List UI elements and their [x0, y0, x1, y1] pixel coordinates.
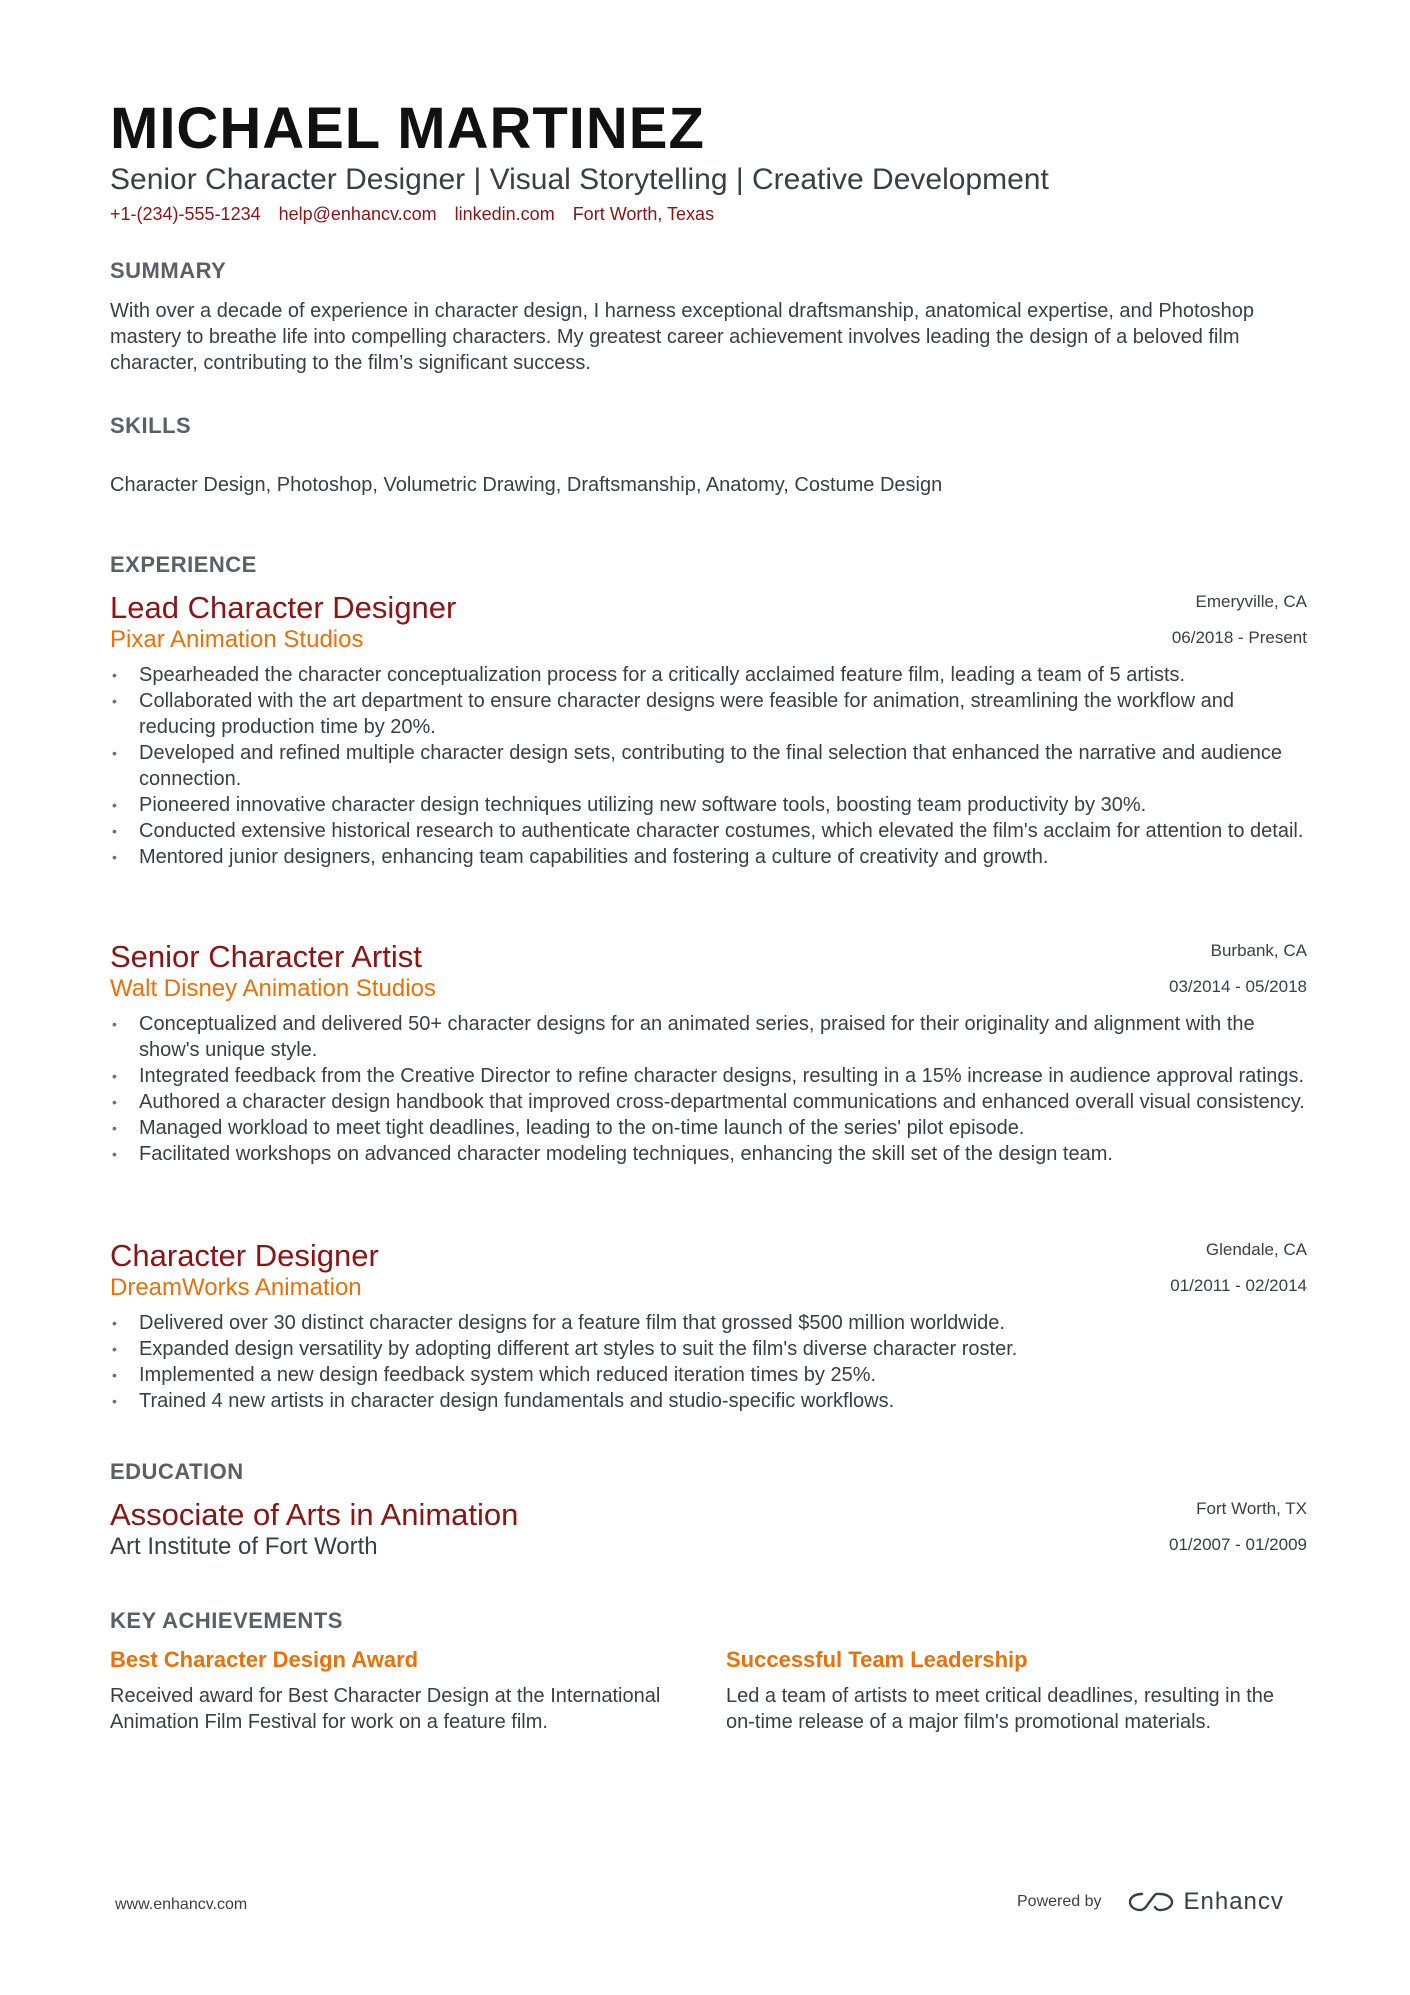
job-company: Pixar Animation Studios [110, 626, 364, 653]
education-degree: Associate of Arts in Animation [110, 1497, 519, 1532]
education-dates: 01/2007 - 01/2009 [1168, 1535, 1307, 1554]
job-bullet: • Developed and refined multiple character design sets, contributing to the final selection that enhanced the narrative and audience connection. [110, 740, 1307, 792]
job-bullets [110, 1011, 1307, 1167]
education-school: Art Institute of Fort Worth [110, 1533, 378, 1560]
candidate-title: Senior Character Designer | Visual Storytelling | Creative Development [110, 163, 1049, 196]
job-bullet: • Collaborated with the art department to ensure character designs were feasible for animation, streamlining the workflow and reducing production time by 20%. [110, 688, 1307, 740]
job-location: Glendale, CA [1205, 1240, 1307, 1259]
achievement-text: Received award for Best Character Design at the International Animation Film Festival for work on a feature film. [110, 1685, 661, 1733]
contact-phone[interactable]: +1-(234)-555-1234 [110, 204, 261, 224]
job-bullet: • Pioneered innovative character design techniques utilizing new software tools, boosting team productivity by 30%. [110, 792, 1307, 818]
achievements-heading: KEY ACHIEVEMENTS [110, 1608, 343, 1633]
enhancv-logo-icon [1128, 1890, 1174, 1914]
job-bullet: • Expanded design versatility by adopting different art styles to suit the film's diverse character roster. [110, 1336, 1307, 1362]
education-location: Fort Worth, TX [1196, 1499, 1307, 1518]
job-title: Character Designer [110, 1238, 379, 1273]
footer-website[interactable]: www.enhancv.com [115, 1896, 248, 1913]
job-dates: 01/2011 - 02/2014 [1170, 1276, 1307, 1295]
achievement-item [726, 1647, 1306, 1735]
achievement-title: Successful Team Leadership [726, 1647, 1028, 1672]
job-dates: 06/2018 - Present [1171, 628, 1307, 647]
job-bullet: • Authored a character design handbook that improved cross-departmental communications and enhanced overall visual consistency. [110, 1089, 1307, 1115]
job-bullet: • Trained 4 new artists in character design fundamentals and studio-specific workflows. [110, 1388, 1307, 1414]
job-bullet: • Implemented a new design feedback system which reduced iteration times by 25%. [110, 1362, 1307, 1388]
skills-heading: SKILLS [110, 413, 192, 438]
job-bullets [110, 1310, 1307, 1414]
job-title: Lead Character Designer [110, 590, 457, 625]
skills-text: Character Design, Photoshop, Volumetric Drawing, Draftsmanship, Anatomy, Costume Design [110, 474, 943, 496]
job-dates: 03/2014 - 05/2018 [1168, 977, 1307, 996]
achievement-item [110, 1647, 690, 1735]
contact-location: Fort Worth, Texas [572, 204, 715, 224]
summary-text: With over a decade of experience in character design, I harness exceptional draftsmanship, anatomical expertise, and Photoshop mastery to breathe life into compelling characters. My greatest career achievement involves leading the design of a beloved film character, contributing to the film’s significant success. [110, 300, 1254, 374]
job-bullet: • Mentored junior designers, enhancing team capabilities and fostering a culture of creativity and growth. [110, 844, 1307, 870]
job-location: Burbank, CA [1210, 941, 1307, 960]
contact-bar [110, 204, 714, 225]
job-title: Senior Character Artist [110, 939, 422, 974]
enhancv-brand-name: Enhancv [1183, 1888, 1284, 1915]
candidate-name: MICHAEL MARTINEZ [110, 96, 705, 161]
contact-email[interactable]: help@enhancv.com [278, 204, 437, 224]
contact-linkedin[interactable]: linkedin.com [454, 204, 555, 224]
job-bullet: • Facilitated workshops on advanced character modeling techniques, enhancing the skill set of the design team. [110, 1141, 1307, 1167]
footer-branding [1017, 1888, 1284, 1916]
achievement-title: Best Character Design Award [110, 1647, 419, 1672]
job-company: Walt Disney Animation Studios [110, 975, 436, 1002]
powered-by-label: Powered by [1017, 1893, 1102, 1910]
job-company: DreamWorks Animation [110, 1274, 362, 1301]
achievement-text: Led a team of artists to meet critical deadlines, resulting in the on-time release of a major film's promotional materials. [726, 1685, 1275, 1733]
summary-heading: SUMMARY [110, 258, 227, 283]
job-bullet: • Integrated feedback from the Creative Director to refine character designs, resulting in a 15% increase in audience approval ratings. [110, 1063, 1307, 1089]
enhancv-logo[interactable] [1128, 1888, 1284, 1916]
experience-heading: EXPERIENCE [110, 552, 257, 577]
job-bullets [110, 662, 1307, 870]
job-bullet: • Spearheaded the character conceptualization process for a critically acclaimed feature film, leading a team of 5 artists. [110, 662, 1307, 688]
job-bullet: • Managed workload to meet tight deadlines, leading to the on-time launch of the series' pilot episode. [110, 1115, 1307, 1141]
job-bullet: • Conducted extensive historical research to authenticate character costumes, which elevated the film's acclaim for attention to detail. [110, 818, 1307, 844]
job-location: Emeryville, CA [1195, 592, 1307, 611]
job-bullet: • Conceptualized and delivered 50+ character designs for an animated series, praised for their originality and alignment with the show's unique style. [110, 1011, 1307, 1063]
education-heading: EDUCATION [110, 1459, 244, 1484]
job-bullet: • Delivered over 30 distinct character designs for a feature film that grossed $500 million worldwide. [110, 1310, 1307, 1336]
